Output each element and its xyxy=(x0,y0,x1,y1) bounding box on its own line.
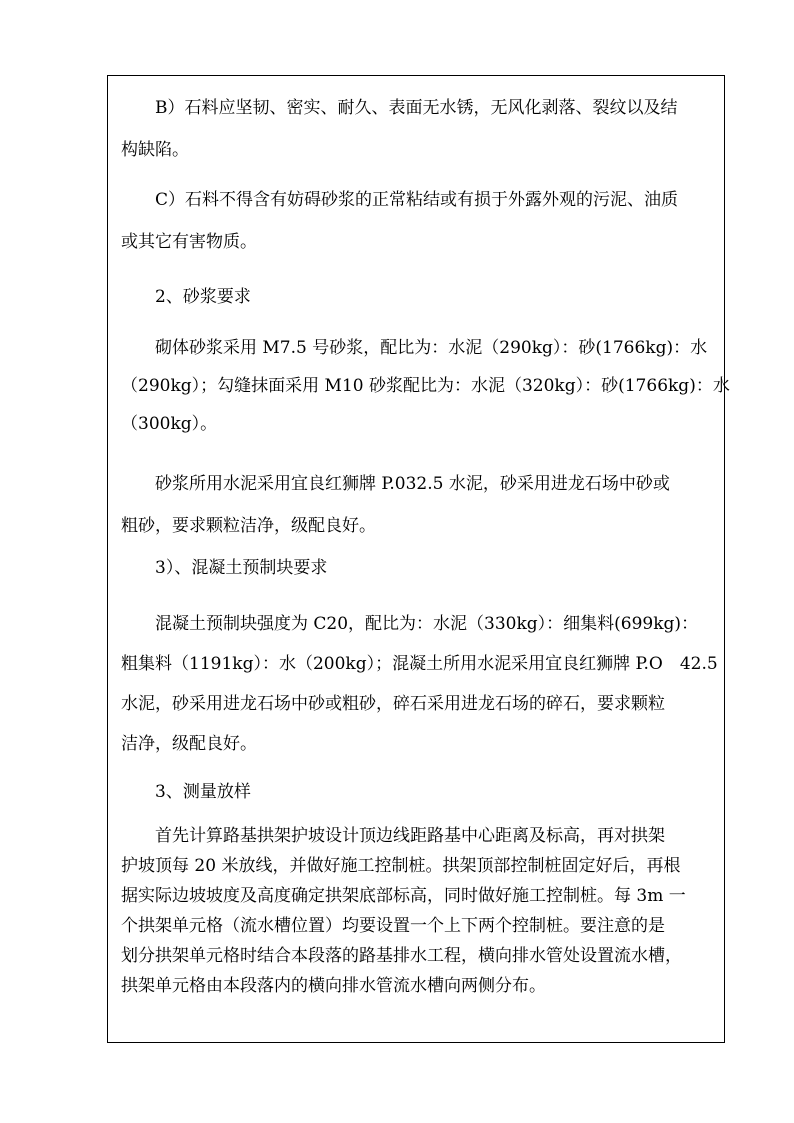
text-line: 粗集料（1191kg）：水（200kg）；混凝土所用水泥采用宜良红狮牌 P.O 42.5 xyxy=(121,654,718,674)
text-line: B）石料应坚韧、密实、耐久、表面无水锈，无风化剥落、裂纹以及结 xyxy=(121,98,678,118)
paragraph-survey xyxy=(121,826,717,996)
text-line: 洁净，级配良好。 xyxy=(121,734,257,754)
heading-text: 2、砂浆要求 xyxy=(121,287,251,307)
text-line: （300kg）。 xyxy=(121,414,218,434)
text-line: 拱架单元格由本段落内的横向排水管流水槽向两侧分布。 xyxy=(121,976,546,996)
text-line: C）石料不得含有妨碍砂浆的正常粘结或有损于外露外观的污泥、油质 xyxy=(121,190,679,210)
text-line: 粗砂，要求颗粒洁净，级配良好。 xyxy=(121,516,376,536)
text-line: 划分拱架单元格时结合本段落的路基排水工程，横向排水管处设置流水槽， xyxy=(121,946,682,966)
paragraph-concrete xyxy=(121,614,717,754)
text-line: 据实际边坡坡度及高度确定拱架底部标高，同时做好施工控制桩。每 3m 一 xyxy=(121,886,686,906)
paragraph-mortar-cement xyxy=(121,474,717,536)
heading-text: 3）、混凝土预制块要求 xyxy=(121,558,328,578)
text-line: 或其它有害物质。 xyxy=(121,232,257,252)
section-heading-concrete xyxy=(121,558,717,578)
heading-text: 3、测量放样 xyxy=(121,782,251,802)
section-heading-mortar xyxy=(121,287,717,307)
text-line: 护坡顶每 20 米放线，并做好施工控制桩。拱架顶部控制桩固定好后，再根 xyxy=(121,856,681,876)
text-line: 构缺陷。 xyxy=(121,140,189,160)
text-line: 个拱架单元格（流水槽位置）均要设置一个上下两个控制桩。要注意的是 xyxy=(121,916,665,936)
text-line: 混凝土预制块强度为 C20，配比为：水泥（330kg）：细集料(699kg)： xyxy=(121,614,699,634)
text-line: 水泥，砂采用进龙石场中砂或粗砂，碎石采用进龙石场的碎石，要求颗粒 xyxy=(121,694,665,714)
paragraph-stone-b xyxy=(121,98,717,160)
paragraph-mortar-mix xyxy=(121,338,730,434)
text-line: 砂浆所用水泥采用宜良红狮牌 P.032.5 水泥，砂采用进龙石场中砂或 xyxy=(121,474,670,494)
text-line: 砌体砂浆采用 M7.5 号砂浆，配比为：水泥（290kg）：砂(1766kg)：水 xyxy=(121,338,708,358)
text-line: （290kg）；勾缝抹面采用 M10 砂浆配比为：水泥（320kg）：砂(1766kg)：水 xyxy=(121,376,730,396)
paragraph-stone-c xyxy=(121,190,717,252)
section-heading-survey xyxy=(121,782,717,802)
text-line: 首先计算路基拱架护坡设计顶边线距路基中心距离及标高，再对拱架 xyxy=(121,826,665,846)
